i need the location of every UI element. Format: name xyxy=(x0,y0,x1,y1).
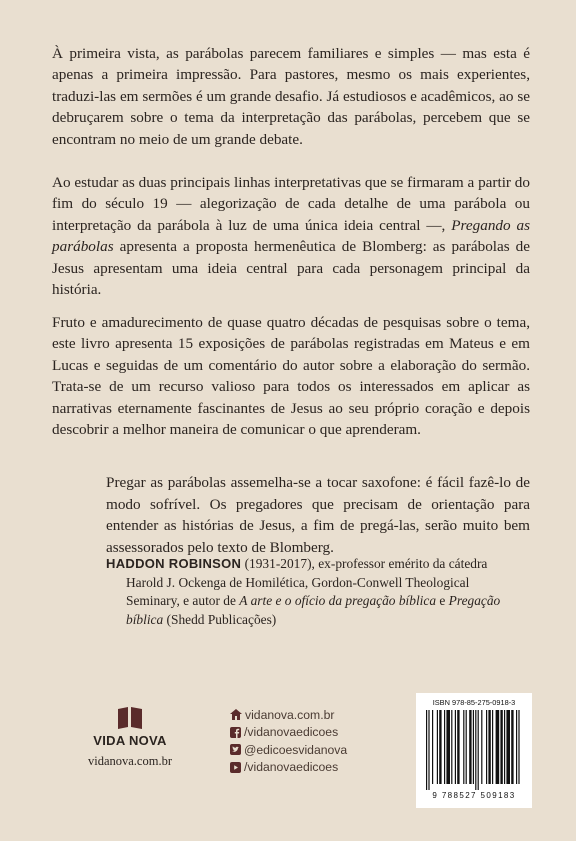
endorsement-attribution xyxy=(106,555,536,629)
youtube-icon xyxy=(230,762,241,773)
third-paragraph: Fruto e amadurecimento de quase quatro décadas de pesquisas sobre o tema, este livro apresenta 15 exposições de parábolas registradas em Mateus e em Lucas e seguidas de um comentário do autor sobre a elaboração do sermão. Trata-se de um recurso valioso para todos os interessados em aplicar as narrativas eternamente fascinantes de Jesus ao seu próprio coração e depois descobrir a melhor maneira de comunicar o que aprenderam. xyxy=(52,314,530,439)
home-icon xyxy=(230,709,242,720)
barcode-bars xyxy=(420,710,528,790)
social-link-text: vidanova.com.br xyxy=(245,707,335,722)
social-link-youtube[interactable] xyxy=(230,759,347,777)
endorser-bio-line: Harold J. Ockenga de Homilética, Gordon-Conwell Theological xyxy=(126,574,470,590)
social-links xyxy=(230,706,347,776)
endorser-bio: (1931-2017), ex-professor emérito da cátedra xyxy=(241,556,488,571)
endorser-bio-line: Seminary, e autor de A arte e o ofício da pregação bíblica e Pregação xyxy=(126,593,501,609)
social-link-home[interactable] xyxy=(230,706,347,724)
book-title: Pregando as parábolas xyxy=(52,216,531,256)
facebook-icon xyxy=(230,727,241,738)
twitter-icon xyxy=(230,744,241,755)
book-logo-icon xyxy=(115,705,145,731)
book-title: A arte e o ofício da pregação bíblica xyxy=(239,593,437,609)
endorsement-quote: Pregar as parábolas assemelha-se a tocar saxofone: é fácil fazê-lo de modo sofrível. Os pregadores que precisam de orientação para entender as histórias de Jesus, a fim de pregá-las, serão muito bem assessorados pelo texto de Blomberg. xyxy=(106,474,530,556)
endorser-name: HADDON ROBINSON xyxy=(106,556,242,571)
paragraph-text: Ao estudar as duas principais linhas interpretativas que se firmaram a partir do fim do século 19 — alegorização de cada detalhe de uma parábola ou interpretação da parábola à luz de uma única ideia central —, xyxy=(52,174,530,234)
publisher-site[interactable]: vidanova.com.br xyxy=(87,754,172,768)
isbn-label: ISBN 978-85-275-0918-3 xyxy=(432,698,516,707)
barcode xyxy=(416,693,532,808)
book-title: Pregação xyxy=(448,593,501,609)
intro-paragraph: À primeira vista, as parábolas parecem familiares e simples — mas esta é apenas a primeira impressão. Para pastores, mesmo os mais experientes, traduzi-las em sermões é um grande desafio. Já estudiosos e acadêmicos, ao se debruçarem sobre o tema da interpretação das parábolas, percebem que se encontram no meio de um grande debate. xyxy=(52,45,530,148)
book-title: bíblica xyxy=(126,611,164,627)
social-link-text: /vidanovaedicoes xyxy=(244,725,339,740)
social-link-text: @edicoesvidanova xyxy=(244,742,348,757)
paragraph-text: apresenta a proposta hermenêutica de Blomberg: as parábolas de Jesus apresentam uma ideia central para cada personagem principal da história. xyxy=(52,238,530,299)
publisher-brand: VIDA NOVA xyxy=(93,733,167,748)
social-link-twitter[interactable] xyxy=(230,741,347,759)
social-link-facebook[interactable] xyxy=(230,724,347,742)
publisher-logo xyxy=(80,705,180,769)
endorser-bio-line: bíblica (Shedd Publicações) xyxy=(126,611,277,627)
social-link-text: /vidanovaedicoes xyxy=(244,760,339,775)
barcode-digits: 9 788527 509183 xyxy=(432,791,516,800)
second-paragraph xyxy=(52,172,530,300)
